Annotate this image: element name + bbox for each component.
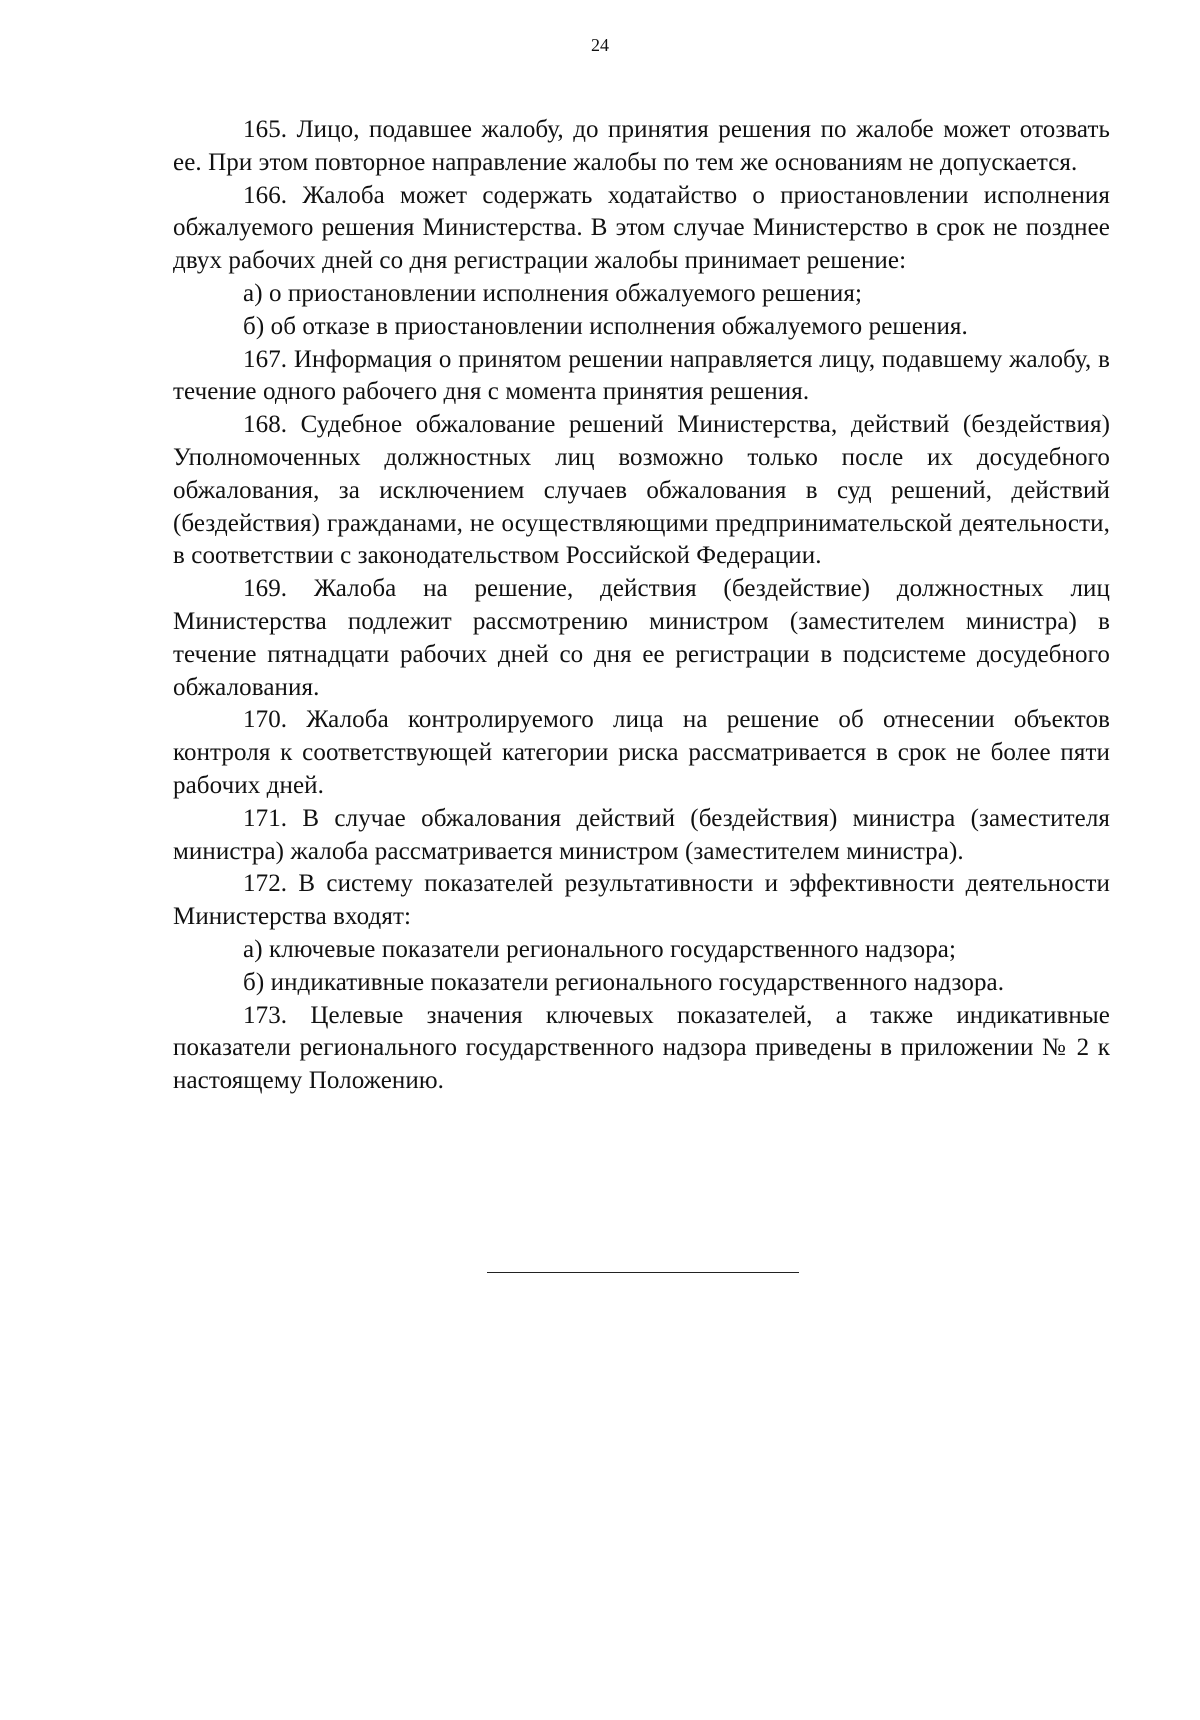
- paragraph-173: 173. Целевые значения ключевых показателей, а также индикативные показатели регионального государственного надзора приведены в приложении № 2 к настоящему Положению.: [173, 1001, 1110, 1095]
- end-divider-line: [487, 1272, 799, 1273]
- paragraph-169: 169. Жалоба на решение, действия (бездействие) должностных лиц Министерства подлежит рассмотрению министром (заместителем министра) в течение пятнадцати рабочих дней со дня ее регистрации в подсистеме досудебного обжалования.: [173, 575, 1110, 701]
- paragraph-168: 168. Судебное обжалование решений Министерства, действий (бездействия) Уполномоченных должностных лиц возможно только после их досудебного обжалования, за исключением случаев обжалования в суд решений, действий (бездействия) гражданами, не осуществляющими предпринимательской деятельности, в соответствии с законодательством Российской Федерации.: [173, 411, 1110, 570]
- paragraph-167: 167. Информация о принятом решении направляется лицу, подавшему жалобу, в течение одного рабочего дня с момента принятия решения.: [173, 345, 1110, 406]
- paragraph-171: 171. В случае обжалования действий (бездействия) министра (заместителя министра) жалоба рассматривается министром (заместителем министра).: [173, 804, 1110, 865]
- document-body: [173, 114, 1110, 1098]
- paragraph-166-item-b: б) об отказе в приостановлении исполнения обжалуемого решения.: [243, 312, 968, 340]
- paragraph-166: 166. Жалоба может содержать ходатайство о приостановлении исполнения обжалуемого решения Министерства. В этом случае Министерство в срок не позднее двух рабочих дней со дня регистрации жалобы принимает решение:: [173, 181, 1110, 275]
- page-number: 24: [591, 35, 609, 55]
- paragraph-172-item-a: а) ключевые показатели регионального государственного надзора;: [243, 935, 957, 963]
- paragraph-172: 172. В систему показателей результативности и эффективности деятельности Министерства входят:: [173, 870, 1110, 931]
- paragraph-165: 165. Лицо, подавшее жалобу, до принятия решения по жалобе может отозвать ее. При этом повторное направление жалобы по тем же основаниям не допускается.: [173, 116, 1110, 176]
- paragraph-170: 170. Жалоба контролируемого лица на решение об отнесении объектов контроля к соответствующей категории риска рассматривается в срок не более пяти рабочих дней.: [173, 706, 1110, 799]
- paragraph-172-item-b: б) индикативные показатели регионального государственного надзора.: [243, 968, 1005, 996]
- paragraph-166-item-a: а) о приостановлении исполнения обжалуемого решения;: [243, 279, 862, 307]
